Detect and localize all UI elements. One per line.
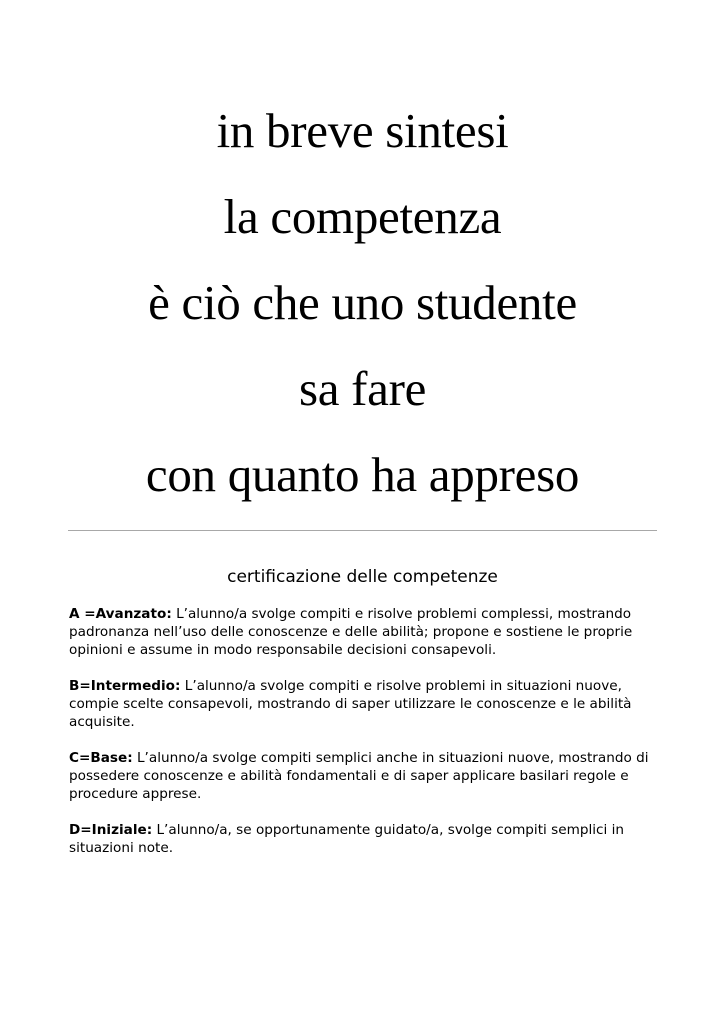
level-base: [69, 749, 659, 803]
level-description: L’alunno/a, se opportunamente guidato/a, svolge compiti semplici in situazioni note.: [69, 822, 624, 856]
level-description: L’alunno/a svolge compiti e risolve problemi in situazioni nuove, compie scelte consapevoli, mostrando di saper utilizzare le conoscenze e le abilità acquisite.: [69, 678, 632, 730]
headline-line: con quanto ha appreso: [145, 447, 580, 502]
level-initial: [69, 821, 659, 857]
headline-line: la competenza: [223, 189, 502, 244]
headline-line: è ciò che uno studente: [148, 275, 577, 330]
headline-line: sa fare: [298, 361, 427, 416]
headline-line: in breve sintesi: [216, 103, 509, 158]
level-label: C=Base:: [69, 750, 133, 766]
competence-levels: [69, 605, 659, 875]
level-label: D=Iniziale:: [69, 822, 153, 838]
section-title: certificazione delle competenze: [227, 567, 498, 587]
horizontal-divider: [68, 530, 657, 531]
level-intermediate: [69, 677, 659, 731]
headline: [0, 88, 725, 518]
level-advanced: [69, 605, 659, 659]
level-description: L’alunno/a svolge compiti e risolve problemi complessi, mostrando padronanza nell’uso delle conoscenze e delle abilità; propone e sostiene le proprie opinioni e assume in modo responsabile decisioni consapevoli.: [69, 606, 633, 658]
level-label: A =Avanzato:: [69, 606, 172, 622]
level-description: L’alunno/a svolge compiti semplici anche in situazioni nuove, mostrando di possedere conoscenze e abilità fondamentali e di saper applicare basilari regole e procedure apprese.: [69, 750, 649, 802]
level-label: B=Intermedio:: [69, 678, 181, 694]
